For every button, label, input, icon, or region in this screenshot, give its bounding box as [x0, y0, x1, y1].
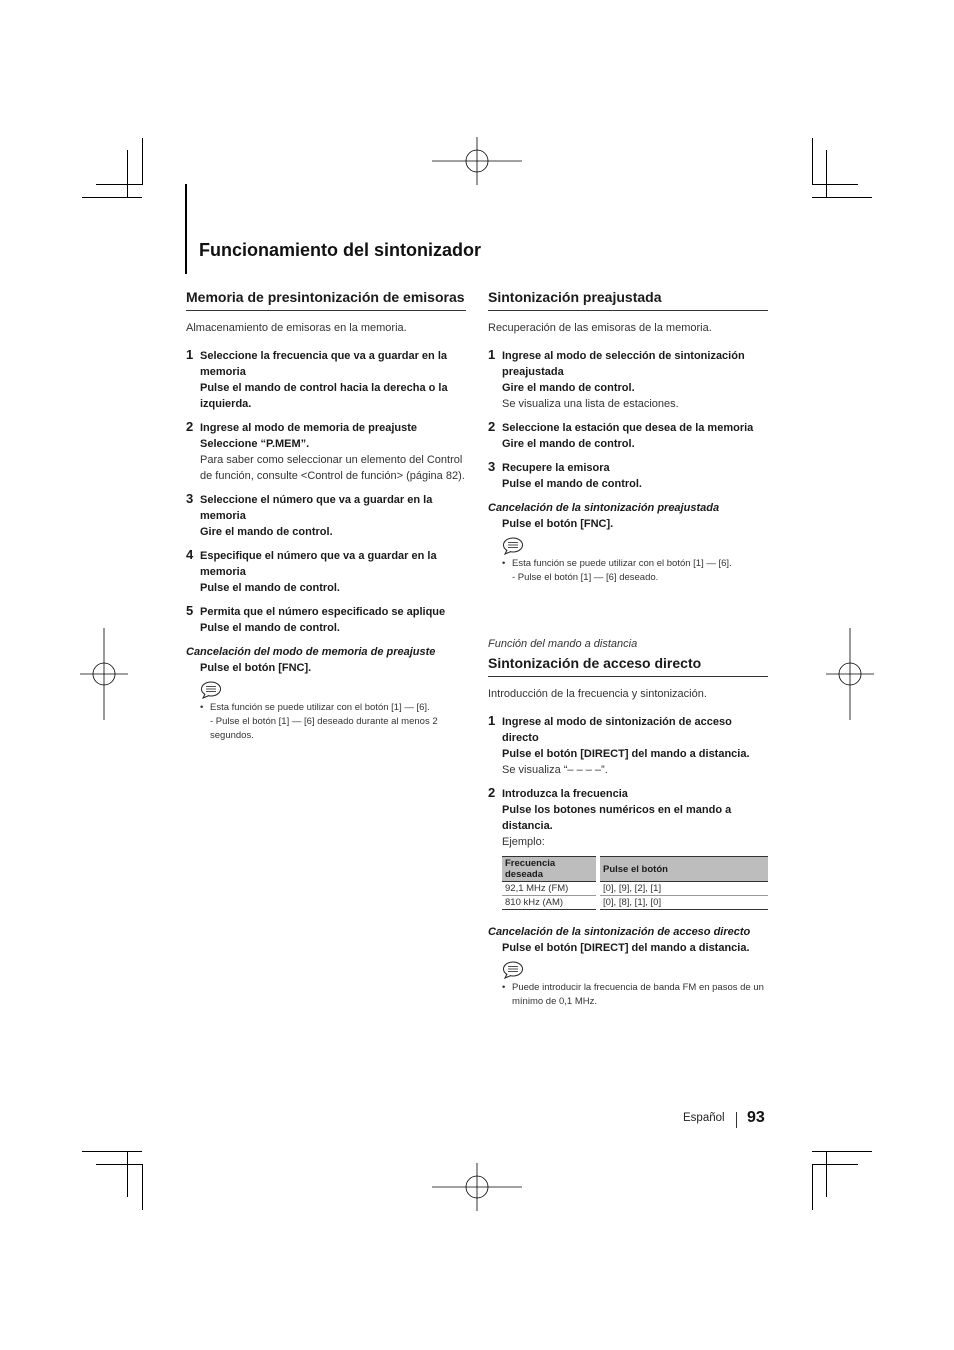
crop-mark	[812, 138, 813, 185]
note	[488, 981, 768, 1009]
note-bullet: • Puede introducir la frecuencia de banda FM en pasos de un mínimo de 0,1 MHz.	[502, 981, 768, 1009]
step-title: Ingrese al modo de selección de sintonización preajustada	[502, 350, 745, 378]
note-sub: - Pulse el botón [1] — [6] deseado durante al menos 2 segundos.	[210, 716, 438, 741]
crop-mark	[96, 184, 142, 185]
cancel-body: Pulse el botón [FNC].	[502, 518, 614, 530]
step-number: 1	[186, 347, 194, 362]
section-intro: Recuperación de las emisoras de la memoria.	[488, 322, 712, 334]
note-icon	[200, 681, 222, 699]
crop-mark	[142, 138, 143, 185]
step-number: 2	[488, 785, 496, 800]
step-number: 2	[488, 419, 496, 434]
registration-mark	[826, 628, 874, 720]
page-number: 93	[747, 1109, 765, 1126]
step-action: Pulse el mando de control.	[502, 478, 642, 490]
step-action: Gire el mando de control.	[200, 526, 333, 538]
step-detail: Se visualiza una lista de estaciones.	[502, 398, 679, 410]
crop-mark	[82, 1151, 142, 1152]
registration-mark	[80, 628, 128, 720]
section-intro: Introducción de la frecuencia y sintonización.	[488, 688, 707, 700]
right-column-direct	[488, 636, 768, 1009]
step-number: 4	[186, 547, 194, 562]
step	[488, 348, 768, 412]
step-title: Especifique el número que va a guardar en la memoria	[200, 550, 437, 578]
step-number: 2	[186, 419, 194, 434]
step-title: Recupere la emisora	[502, 462, 610, 474]
step	[186, 492, 466, 540]
title-bar	[185, 184, 187, 274]
right-column-preset	[488, 288, 768, 585]
step-title: Ingrese al modo de sintonización de acceso directo	[502, 716, 732, 744]
step-title: Seleccione la estación que desea de la memoria	[502, 422, 754, 434]
step-title: Seleccione la frecuencia que va a guardar en la memoria	[200, 350, 448, 378]
step	[186, 604, 466, 636]
crop-mark	[127, 1152, 128, 1197]
step-action: Seleccione “P.MEM”.	[200, 438, 310, 450]
footer-divider	[736, 1112, 737, 1128]
cancel-heading: Cancelación de la sintonización de acceso directo	[488, 926, 751, 938]
step-title: Seleccione el número que va a guardar en la memoria	[200, 494, 433, 522]
step-number: 3	[186, 491, 194, 506]
footer-language: Español	[683, 1112, 725, 1124]
note-sub: - Pulse el botón [1] — [6] deseado.	[512, 572, 659, 583]
step	[488, 420, 768, 452]
crop-mark	[812, 197, 872, 198]
cancel-heading: Cancelación del modo de memoria de preajuste	[186, 646, 436, 658]
crop-mark	[826, 150, 827, 198]
step-action: Gire el mando de control.	[502, 438, 635, 450]
section-intro: Almacenamiento de emisoras en la memoria.	[186, 322, 407, 334]
note	[186, 701, 466, 743]
step-title: Introduzca la frecuencia	[502, 788, 628, 800]
step-detail: Ejemplo:	[502, 836, 545, 848]
table-header: Frecuencia deseada	[502, 857, 598, 882]
step-detail: Para saber como seleccionar un elemento del Control de función, consulte <Control de función> (página 82).	[200, 454, 465, 482]
step-number: 5	[186, 603, 194, 618]
crop-mark	[812, 1164, 813, 1210]
step	[186, 348, 466, 412]
frequency-table	[502, 856, 768, 910]
section-heading: Sintonización preajustada	[488, 288, 768, 311]
table-row	[502, 896, 768, 910]
step-title: Ingrese al modo de memoria de preajuste	[200, 422, 418, 434]
note-bullet: • Esta función se puede utilizar con el botón [1] — [6].	[200, 701, 466, 715]
cancel-body: Pulse el botón [FNC].	[200, 662, 312, 674]
page-title: Funcionamiento del sintonizador	[199, 240, 482, 260]
crop-mark	[826, 1152, 827, 1197]
table-header: Pulse el botón	[598, 857, 768, 882]
step-number: 1	[488, 347, 496, 362]
table-header-row	[502, 857, 768, 882]
crop-mark	[127, 150, 128, 198]
crop-mark	[82, 197, 142, 198]
cancel-heading: Cancelación de la sintonización preajustada	[488, 502, 720, 514]
crop-mark	[812, 1151, 872, 1152]
section-heading: Memoria de presintonización de emisoras	[186, 288, 466, 311]
crop-mark	[812, 1164, 858, 1165]
step	[186, 420, 466, 484]
table-cell: 810 kHz (AM)	[502, 896, 598, 910]
note-bullet: • Esta función se puede utilizar con el botón [1] — [6].	[502, 557, 768, 571]
step-action: Gire el mando de control.	[502, 382, 635, 394]
note	[488, 557, 768, 585]
step-action: Pulse el botón [DIRECT] del mando a distancia.	[502, 748, 750, 760]
step-detail: Se visualiza “– – – –”.	[502, 764, 608, 776]
step-action: Pulse el mando de control.	[200, 582, 340, 594]
table-cell: [0], [9], [2], [1]	[598, 882, 768, 896]
step	[488, 786, 768, 850]
table-row	[502, 882, 768, 896]
registration-mark	[432, 1163, 522, 1211]
left-column	[186, 288, 466, 743]
crop-mark	[142, 1164, 143, 1210]
table-cell: 92,1 MHz (FM)	[502, 882, 598, 896]
step-action: Pulse el mando de control hacia la derecha o la izquierda.	[200, 382, 448, 410]
remote-function-label: Función del mando a distancia	[488, 638, 638, 650]
step-action: Pulse el mando de control.	[200, 622, 340, 634]
registration-mark	[432, 137, 522, 185]
step-number: 3	[488, 459, 496, 474]
step	[488, 460, 768, 492]
step	[488, 714, 768, 778]
section-heading: Sintonización de acceso directo	[488, 654, 768, 677]
step-title: Permita que el número especificado se aplique	[200, 606, 446, 618]
note-icon	[502, 537, 524, 555]
cancel-body: Pulse el botón [DIRECT] del mando a distancia.	[502, 942, 750, 954]
crop-mark	[812, 184, 858, 185]
step-number: 1	[488, 713, 496, 728]
table-cell: [0], [8], [1], [0]	[598, 896, 768, 910]
step	[186, 548, 466, 596]
crop-mark	[96, 1164, 142, 1165]
note-icon	[502, 961, 524, 979]
step-action: Pulse los botones numéricos en el mando a distancia.	[502, 804, 732, 832]
